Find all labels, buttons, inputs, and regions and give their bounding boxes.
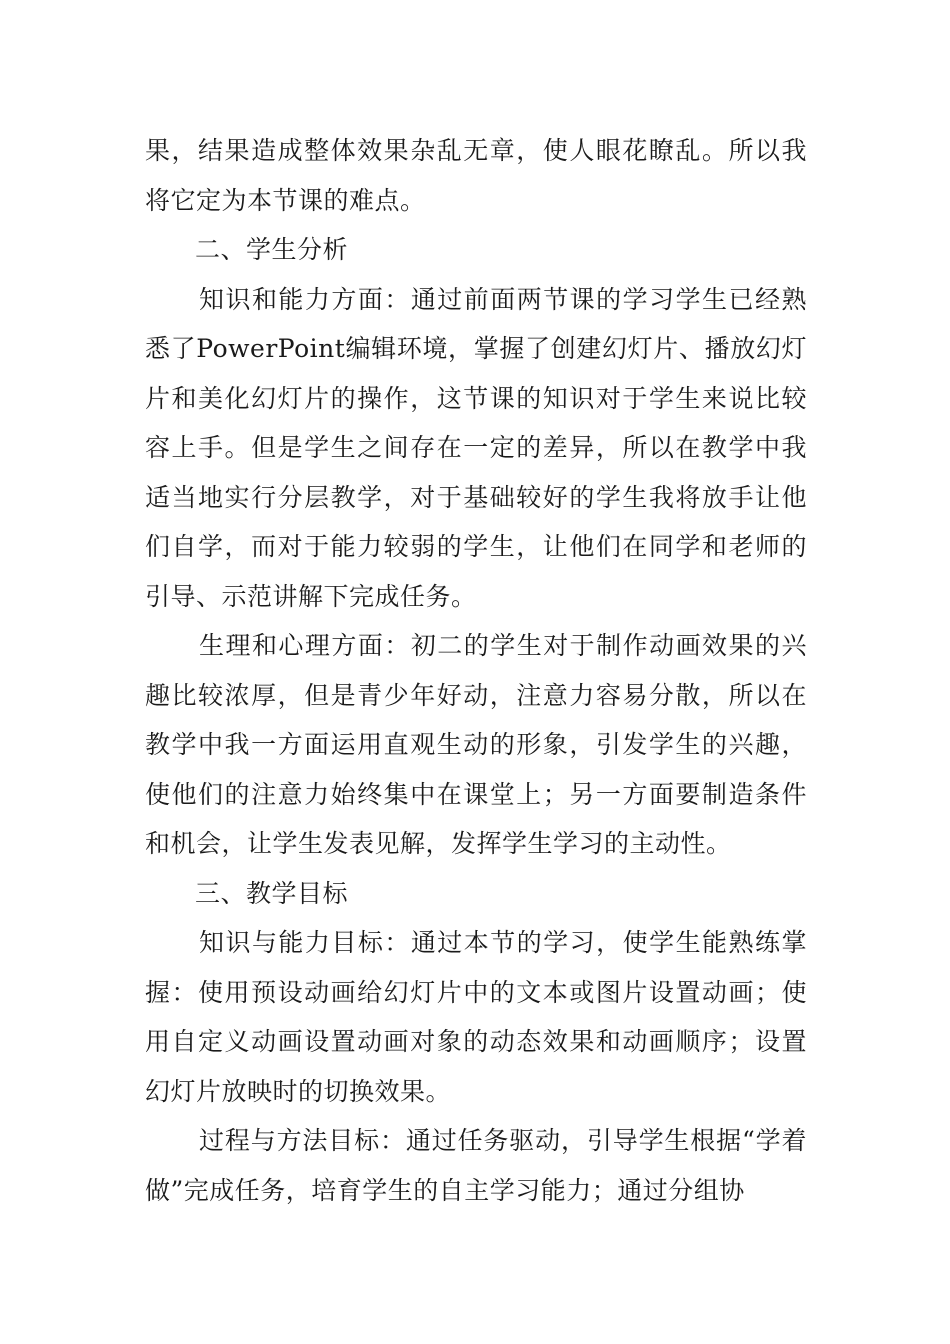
paragraph-process-method-goal: 过程与方法目标：通过任务驱动，引导学生根据“学着做”完成任务，培育学生的自主学习能力；通过分组协 — [145, 1126, 807, 1205]
paragraph-physiology-psychology: 生理和心理方面：初二的学生对于制作动画效果的兴趣比较浓厚，但是青少年好动，注意力容易分散，所以在教学中我一方面运用直观生动的形象，引发学生的兴趣，使他们的注意力始终集中在课堂上；另一方面要制造条件和机会，让学生发表见解，发挥学生学习的主动性。 — [145, 631, 807, 858]
paragraph-knowledge-ability: 知识和能力方面：通过前面两节课的学习学生已经熟悉了PowerPoint编辑环境，掌握了创建幻灯片、播放幻灯片和美化幻灯片的操作，这节课的知识对于学生来说比较容上手。但是学生之间存在一定的差异，所以在教学中我适当地实行分层教学，对于基础较好的学生我将放手让他们自学，而对于能力较弱的学生，让他们在同学和老师的引导、示范讲解下完成任务。 — [145, 284, 807, 611]
section-heading-teaching-goals: 三、教学目标 — [195, 878, 349, 908]
section-heading-student-analysis: 二、学生分析 — [195, 235, 349, 264]
paragraph-knowledge-goal: 知识与能力目标：通过本节的学习，使学生能熟练掌握：使用预设动画给幻灯片中的文本或图片设置动画；使用自定义动画设置动画对象的动态效果和动画顺序；设置幻灯片放映时的切换效果。 — [145, 928, 807, 1106]
document-body — [145, 126, 807, 1215]
paragraph-continuation: 果，结果造成整体效果杂乱无章，使人眼花瞭乱。所以我将它定为本节课的难点。 — [145, 136, 807, 215]
